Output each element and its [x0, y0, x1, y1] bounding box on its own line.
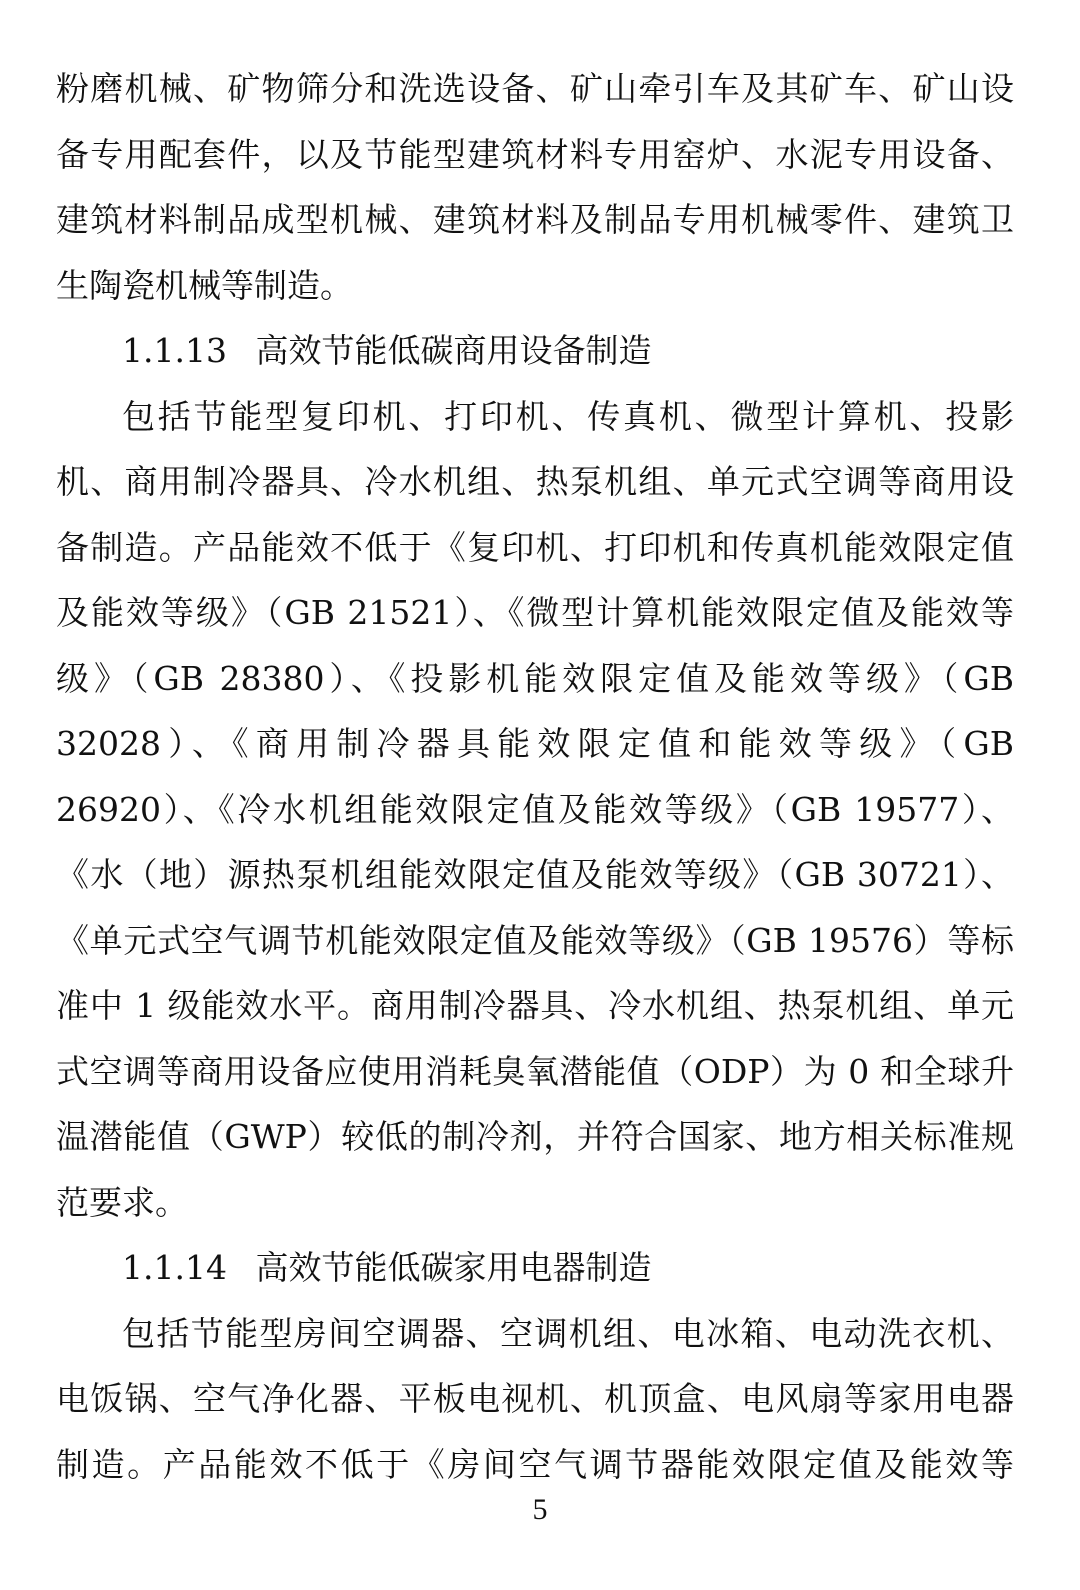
- paragraph-line: 建筑材料制品成型机械、建筑材料及制品专用机械零件、建筑卫: [56, 200, 1014, 239]
- paragraph-line: 《单元式空气调节机能效限定值及能效等级》（GB 19576）等标: [56, 920, 1014, 960]
- section-heading-1-1-14: 1.1.14 高效节能低碳家用电器制造: [122, 1248, 652, 1287]
- paragraph-line: 包括节能型复印机、打印机、传真机、微型计算机、投影: [122, 396, 1014, 436]
- paragraph-line: 电饭锅、空气净化器、平板电视机、机顶盒、电风扇等家用电器: [56, 1379, 1014, 1418]
- page-number: 5: [532, 1493, 548, 1526]
- paragraph-line: 温潜能值（GWP）较低的制冷剂，并符合国家、地方相关标准规: [56, 1117, 1014, 1156]
- paragraph-line: 及能效等级》（GB 21521）、《微型计算机能效限定值及能效等: [56, 593, 1014, 632]
- paragraph-line: 生陶瓷机械等制造。: [56, 265, 353, 305]
- paragraph-line: 26920）、《冷水机组能效限定值及能效等级》（GB 19577）、: [56, 789, 1014, 829]
- paragraph-line: 《水（地）源热泵机组能效限定值及能效等级》（GB 30721）、: [56, 855, 1014, 894]
- paragraph-line: 机、商用制冷器具、冷水机组、热泵机组、单元式空调等商用设: [56, 462, 1014, 501]
- paragraph-line: 备专用配套件，以及节能型建筑材料专用窑炉、水泥专用设备、: [56, 134, 1014, 174]
- section-heading-1-1-13: 1.1.13 高效节能低碳商用设备制造: [122, 331, 652, 370]
- paragraph-line: 32028）、《商用制冷器具能效限定值和能效等级》（GB: [56, 724, 1014, 763]
- paragraph-line: 准中 1 级能效水平。商用制冷器具、冷水机组、热泵机组、单元: [56, 986, 1014, 1025]
- paragraph-line: 式空调等商用设备应使用消耗臭氧潜能值（ODP）为 0 和全球升: [56, 1051, 1014, 1091]
- paragraph-line: 级》（GB 28380）、《投影机能效限定值及能效等级》（GB: [56, 658, 1014, 698]
- paragraph-line: 备制造。产品能效不低于《复印机、打印机和传真机能效限定值: [56, 527, 1014, 567]
- paragraph-line: 制造。产品能效不低于《房间空气调节器能效限定值及能效等: [56, 1444, 1014, 1484]
- paragraph-line: 包括节能型房间空调器、空调机组、电冰箱、电动洗衣机、: [122, 1313, 1014, 1353]
- body-text: [56, 56, 1014, 1497]
- paragraph-line: 范要求。: [56, 1182, 188, 1222]
- paragraph-line: 粉磨机械、矿物筛分和洗选设备、矿山牵引车及其矿车、矿山设: [56, 69, 1014, 108]
